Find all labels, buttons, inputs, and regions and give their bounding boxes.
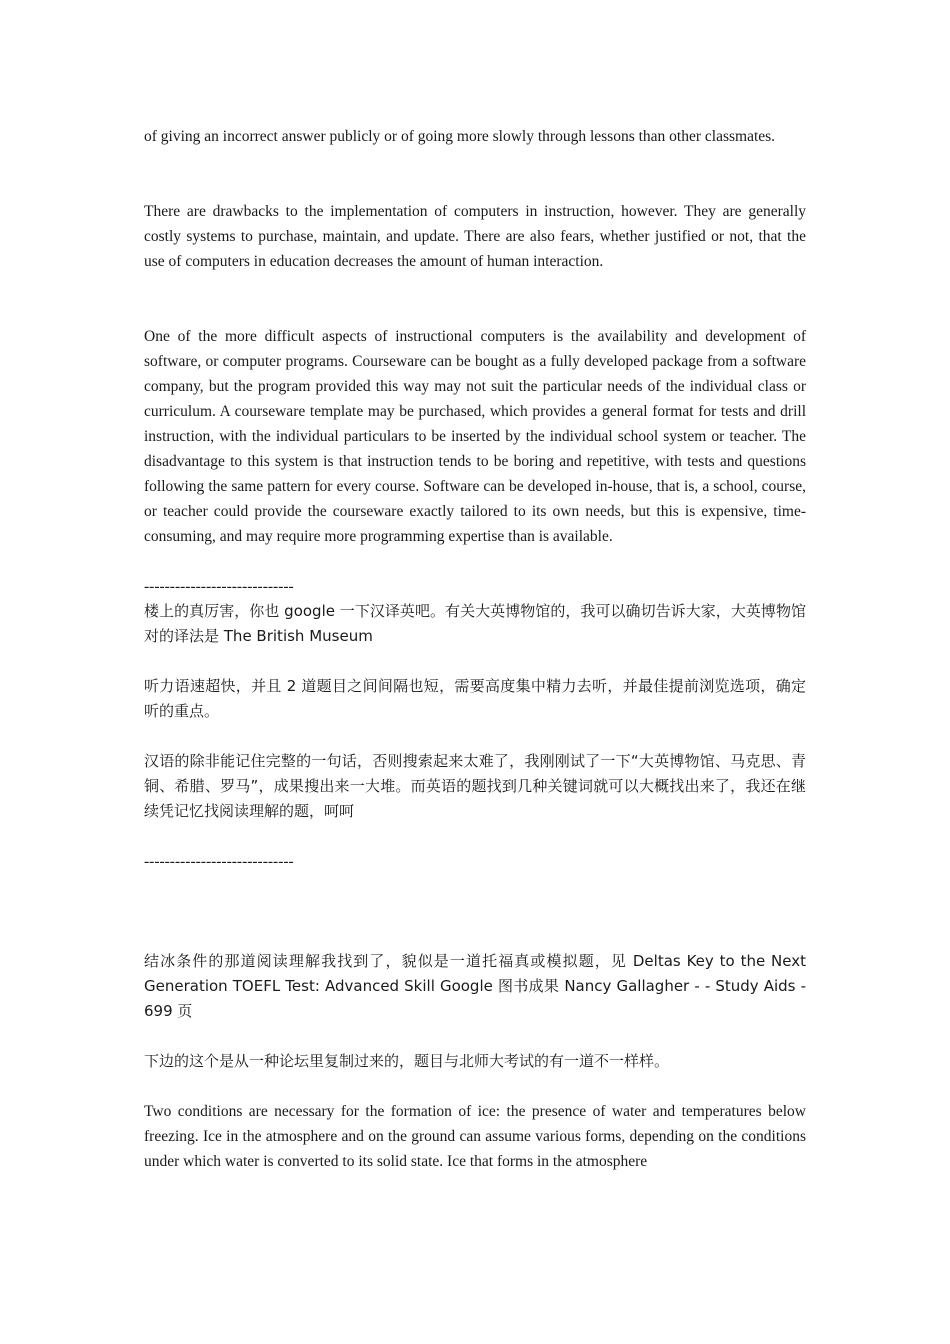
comment-5: 下边的这个是从一种论坛里复制过来的，题目与北师大考试的有一道不一样样。	[144, 1052, 670, 1070]
comment-2: 听力语速超快，并且 2 道题目之间间隔也短，需要高度集中精力去听，并最佳提前浏览选项，确定听的重点。	[144, 677, 806, 720]
separator-line-1: -----------------------------	[144, 578, 294, 595]
paragraph-3: One of the more difficult aspects of instructional computers is the availability and development of software, or computer programs. Courseware can be bought as a fully developed package from a software company, but the program provided this way may not suit the particular needs of the individual class or curriculum. A courseware template may be purchased, which provides a general format for tests and drill instruction, with the individual particulars to be inserted by the individual school system or teacher. The disadvantage to this system is that instruction tends to be boring and repetitive, with tests and questions following the same pattern for every course. Software can be developed in-house, that is, a school, course, or teacher could provide the courseware exactly tailored to its own needs, but this is expensive, time-consuming, and may require more programming expertise than is available.	[144, 328, 806, 545]
paragraph-2: There are drawbacks to the implementation of computers in instruction, however. They are generally costly systems to purchase, maintain, and update. There are also fears, whether justified or not, that the use of computers in education decreases the amount of human interaction.	[144, 203, 806, 270]
paragraph-4: Two conditions are necessary for the formation of ice: the presence of water and temperatures below freezing. Ice in the atmosphere and on the ground can assume various forms, depending on the conditions under which water is converted to its solid state. Ice that forms in the atmosphere	[144, 1103, 806, 1170]
comment-4: 结冰条件的那道阅读理解我找到了，貌似是一道托福真或模拟题，见 Deltas Key to the Next Generation TOEFL Test: Advanced Skill Google 图书成果 Nancy Gallagher - - Study Aids - 699 页	[144, 952, 806, 1020]
separator-line-2: -----------------------------	[144, 853, 294, 870]
paragraph-1: of giving an incorrect answer publicly or of going more slowly through lessons than other classmates.	[144, 128, 776, 145]
document-page	[144, 124, 806, 1174]
comment-3: 汉语的除非能记住完整的一句话，否则搜索起来太难了，我刚刚试了一下“大英博物馆、马克思、青铜、希腊、罗马”，成果搜出来一大堆。而英语的题找到几种关键词就可以大概找出来了，我还在继续凭记忆找阅读理解的题，呵呵	[144, 752, 806, 820]
comment-1: 楼上的真厉害，你也 google 一下汉译英吧。有关大英博物馆的，我可以确切告诉大家，大英博物馆对的译法是 The British Museum	[144, 602, 806, 645]
